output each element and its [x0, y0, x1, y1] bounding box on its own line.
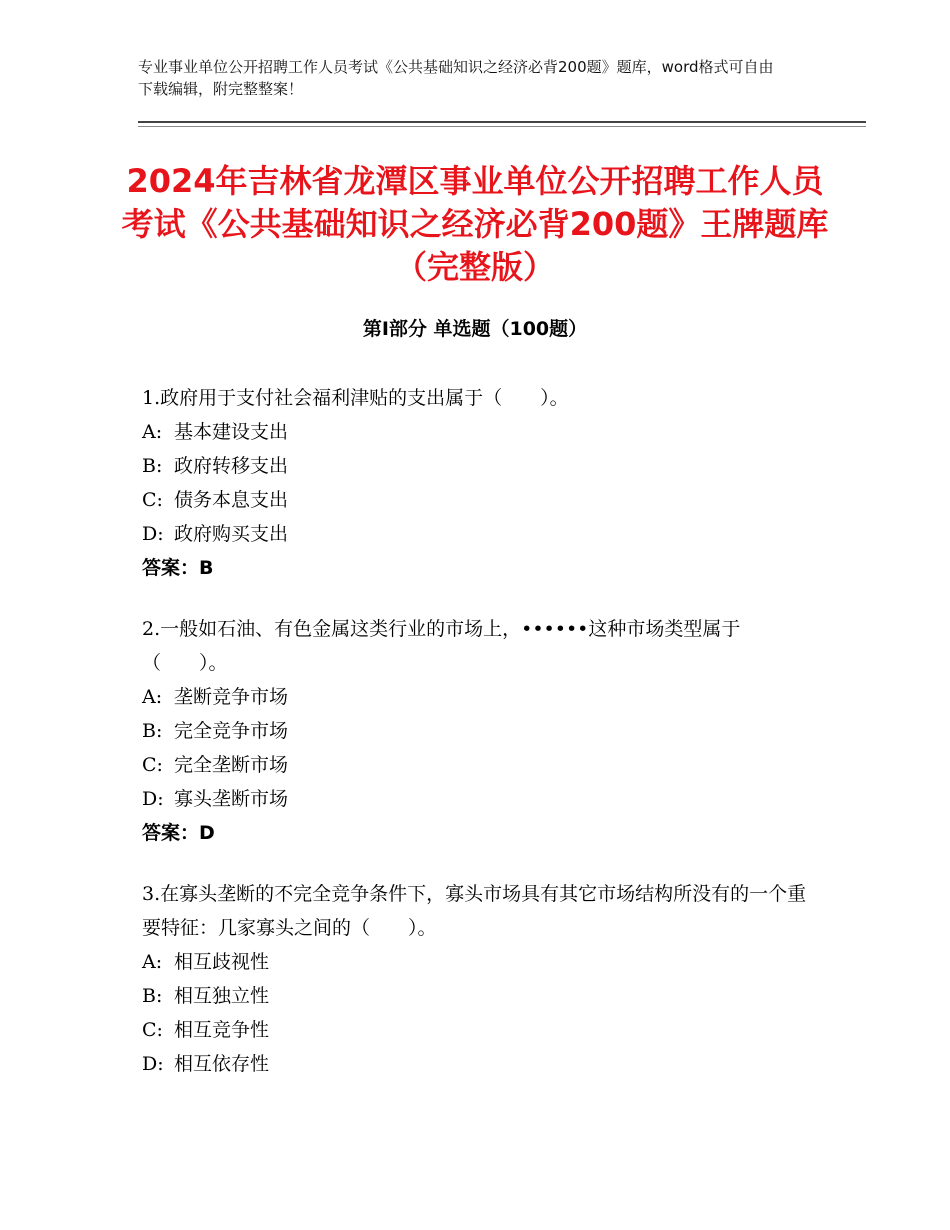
option-text: 相互依存性	[174, 1053, 270, 1075]
option-letter: B:	[142, 455, 163, 477]
option-letter: D:	[142, 788, 164, 810]
option-text: 债务本息支出	[174, 489, 289, 511]
option-d	[142, 517, 822, 551]
option-b	[142, 979, 822, 1013]
option-letter: B:	[142, 720, 163, 742]
option-letter: C:	[142, 489, 163, 511]
option-letter: A:	[142, 421, 163, 443]
option-letter: D:	[142, 1053, 164, 1075]
option-c	[142, 748, 822, 782]
option-text: 相互歧视性	[174, 951, 270, 973]
option-a	[142, 680, 822, 714]
page-header: 专业事业单位公开招聘工作人员考试《公共基础知识之经济必背200题》题库，word格式可自由下载编辑，附完整整案！	[138, 58, 774, 98]
header-divider	[138, 121, 866, 123]
option-text: 寡头垄断市场	[174, 788, 289, 810]
option-a	[142, 415, 822, 449]
option-letter: D:	[142, 523, 164, 545]
answer-label: 答案：D	[142, 822, 215, 844]
option-letter: A:	[142, 686, 163, 708]
question-list	[142, 381, 822, 1108]
option-text: 相互竞争性	[174, 1019, 270, 1041]
option-text: 基本建设支出	[174, 421, 289, 443]
question-1	[142, 381, 822, 585]
option-letter: B:	[142, 985, 163, 1007]
option-a	[142, 945, 822, 979]
option-text: 完全垄断市场	[174, 754, 289, 776]
question-stem: 3.在寡头垄断的不完全竞争条件下，寡头市场具有其它市场结构所没有的一个重要特征：几家寡头之间的（ ）。	[142, 883, 807, 939]
option-text: 政府购买支出	[174, 523, 289, 545]
question-stem: 1.政府用于支付社会福利津贴的支出属于（ ）。	[142, 387, 569, 409]
section-heading: 第Ⅰ部分 单选题（100题）	[362, 318, 588, 340]
option-letter: A:	[142, 951, 163, 973]
question-stem: 2.一般如石油、有色金属这类行业的市场上，••••••这种市场类型属于（ ）。	[142, 618, 741, 674]
answer-label: 答案：B	[142, 557, 214, 579]
header-divider-thin	[138, 126, 866, 127]
question-2	[142, 612, 822, 850]
option-d	[142, 782, 822, 816]
option-d	[142, 1047, 822, 1081]
option-text: 相互独立性	[174, 985, 270, 1007]
option-b	[142, 449, 822, 483]
question-3	[142, 877, 822, 1081]
option-b	[142, 714, 822, 748]
option-letter: C:	[142, 1019, 163, 1041]
option-c	[142, 1013, 822, 1047]
option-text: 政府转移支出	[174, 455, 289, 477]
option-text: 完全竞争市场	[174, 720, 289, 742]
option-c	[142, 483, 822, 517]
option-letter: C:	[142, 754, 163, 776]
document-title: 2024年吉林省龙潭区事业单位公开招聘工作人员考试《公共基础知识之经济必背200题》王牌题库（完整版）	[121, 162, 829, 286]
option-text: 垄断竞争市场	[174, 686, 289, 708]
